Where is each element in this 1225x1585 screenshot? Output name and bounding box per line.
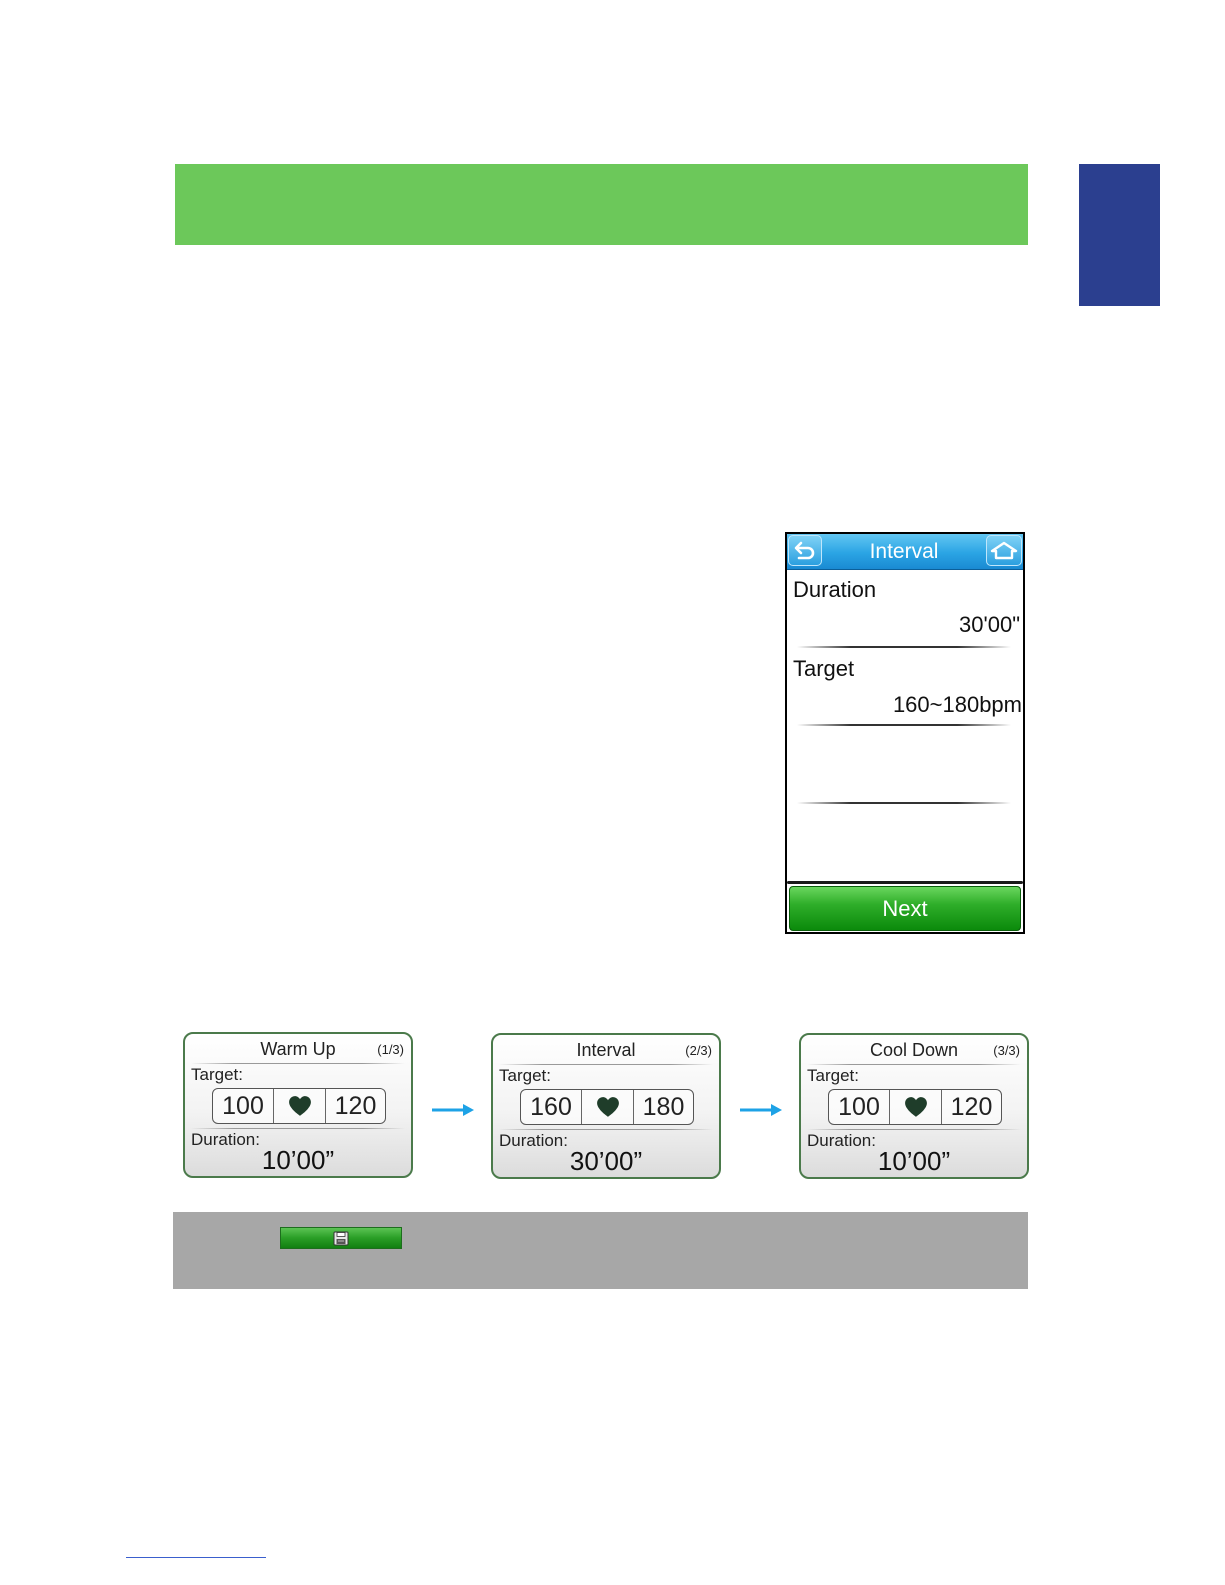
target-label: Target: xyxy=(499,1066,551,1085)
target-label: Target xyxy=(793,656,855,681)
hr-low-value: 160 xyxy=(521,1090,582,1124)
card-divider xyxy=(499,1064,713,1065)
save-button[interactable] xyxy=(280,1227,402,1249)
screen-title: Interval xyxy=(869,540,939,563)
heart-icon xyxy=(286,1094,314,1118)
row-divider xyxy=(797,724,1011,726)
stage-step: (2/3) xyxy=(685,1043,712,1058)
home-button[interactable] xyxy=(986,535,1022,566)
stage-title: Cool Down xyxy=(869,1040,959,1060)
arrow-right-icon xyxy=(740,1103,782,1117)
chapter-side-tab xyxy=(1079,164,1160,306)
row-divider xyxy=(797,646,1011,648)
card-divider xyxy=(807,1064,1021,1065)
card-divider xyxy=(191,1063,405,1064)
duration-label: Duration xyxy=(793,577,877,602)
back-button[interactable] xyxy=(788,535,822,566)
next-button[interactable]: Next xyxy=(789,886,1021,931)
duration-label: Duration: xyxy=(191,1130,260,1149)
footnote-divider xyxy=(126,1557,266,1558)
card-divider xyxy=(807,1129,1021,1130)
card-divider xyxy=(499,1129,713,1130)
duration-value[interactable]: 30'00" xyxy=(959,612,1020,637)
save-icon xyxy=(333,1231,349,1246)
card-divider xyxy=(191,1128,405,1129)
duration-label: Duration: xyxy=(499,1131,568,1150)
target-label: Target: xyxy=(191,1065,243,1084)
heart-icon-cell xyxy=(890,1090,942,1124)
heart-icon-cell xyxy=(582,1090,634,1124)
heart-rate-range xyxy=(212,1088,386,1124)
arrow-right-icon xyxy=(432,1103,474,1117)
heart-rate-range xyxy=(828,1089,1002,1125)
stage-title: Interval xyxy=(576,1040,636,1060)
heart-icon-cell xyxy=(274,1089,326,1123)
footer-divider xyxy=(787,881,1023,884)
stage-card-interval xyxy=(491,1033,721,1179)
row-divider xyxy=(797,802,1011,804)
stage-duration: 30’00” xyxy=(569,1146,643,1176)
heart-icon xyxy=(594,1095,622,1119)
target-label: Target: xyxy=(807,1066,859,1085)
back-arrow-icon xyxy=(793,540,817,562)
section-header-banner xyxy=(175,164,1028,245)
stage-card-cool-down xyxy=(799,1033,1029,1179)
hr-high-value: 120 xyxy=(334,1091,377,1120)
stage-step: (3/3) xyxy=(993,1043,1020,1058)
device-screen xyxy=(785,532,1025,934)
heart-rate-range xyxy=(520,1089,694,1125)
home-icon xyxy=(990,541,1018,561)
hr-high-value: 120 xyxy=(950,1092,993,1121)
stage-step: (1/3) xyxy=(377,1042,404,1057)
hr-low-value: 100 xyxy=(213,1089,274,1123)
note-bar xyxy=(173,1212,1028,1289)
heart-icon xyxy=(902,1095,930,1119)
screen-header xyxy=(787,534,1023,570)
hr-low-value: 100 xyxy=(829,1090,890,1124)
stage-duration: 10’00” xyxy=(261,1145,335,1175)
duration-label: Duration: xyxy=(807,1131,876,1150)
stage-title: Warm Up xyxy=(260,1039,336,1059)
stage-card-warm-up xyxy=(183,1032,413,1178)
stage-duration: 10’00” xyxy=(877,1146,951,1176)
hr-high-value: 180 xyxy=(642,1092,685,1121)
target-value[interactable]: 160~180bpm xyxy=(892,692,1022,717)
